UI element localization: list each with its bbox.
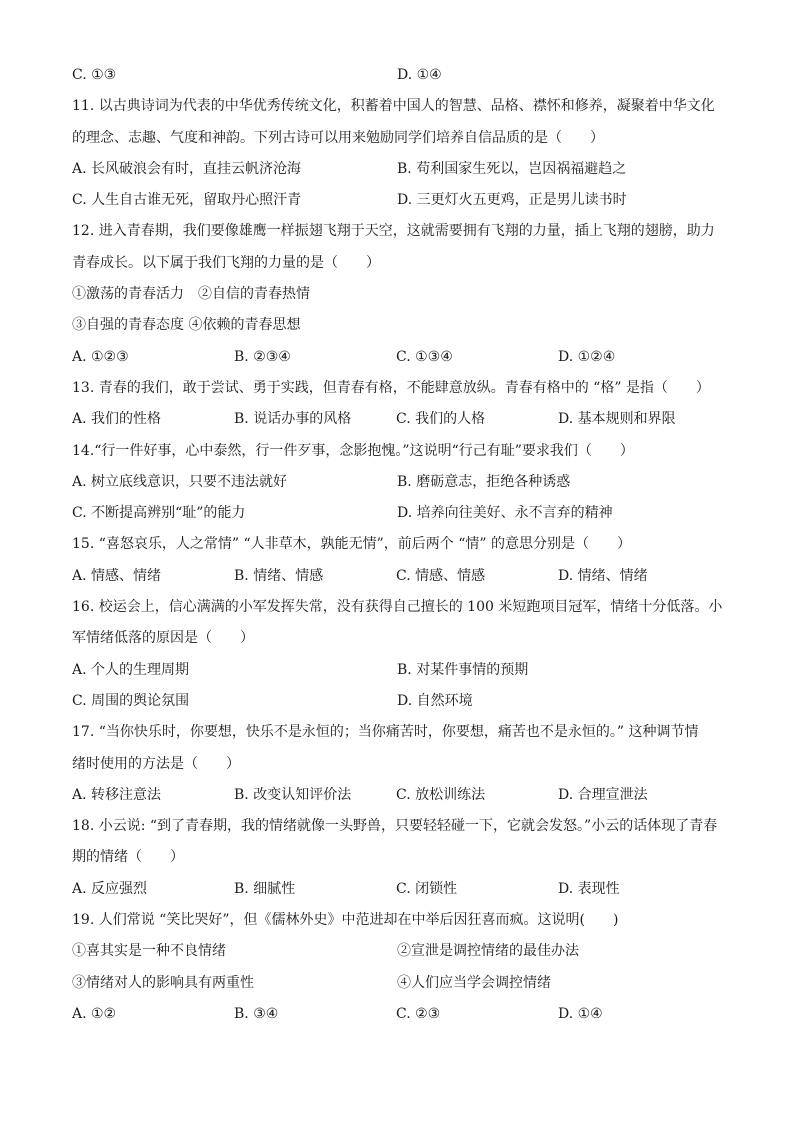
question-15 — [72, 533, 722, 596]
statements-row — [72, 972, 722, 1003]
question-text: 的理念、志趣、气度和神韵。下列古诗可以用来勉励同学们培养自信品质的是（ ） — [72, 129, 604, 146]
option-d[interactable]: D. 三更灯火五更鸡，正是男儿读书时 — [397, 192, 627, 209]
option-d[interactable]: D. 合理宣泄法 — [558, 786, 648, 803]
options-row — [72, 408, 722, 439]
question-18 — [72, 815, 722, 909]
option-c[interactable]: C. 我们的人格 — [396, 411, 486, 428]
option-c[interactable]: C. 人生自古谁无死，留取丹心照汗青 — [72, 192, 302, 209]
question-11 — [72, 95, 722, 220]
options-row — [72, 502, 722, 533]
option-c[interactable]: C. ①③ — [72, 67, 117, 83]
question-text: 12. 进入青春期，我们要像雄鹰一样振翅飞翔于天空，这就需要拥有飞翔的力量，插上飞翔的翅膀，助力 — [72, 223, 715, 240]
option-d[interactable]: D. ①②④ — [558, 348, 616, 365]
option-d[interactable]: D. 基本规则和界限 — [558, 411, 676, 428]
options-row — [72, 878, 722, 909]
option-d[interactable]: D. 情绪、情绪 — [558, 567, 648, 584]
q10-options — [72, 64, 722, 95]
statement: ③情绪对人的影响具有两重性 — [72, 974, 254, 991]
option-a[interactable]: A. 情感、情绪 — [72, 567, 162, 584]
question-text: 18. 小云说: “到了青春期，我的情绪就像一头野兽，只要轻轻碰一下，它就会发怒。”小云的话体现了青春 — [72, 818, 718, 835]
option-c[interactable]: C. 不断提高辨别“耻”的能力 — [72, 505, 246, 522]
option-a[interactable]: A. 个人的生理周期 — [72, 661, 190, 678]
option-a[interactable]: A. ①② — [72, 1005, 117, 1022]
options-row — [72, 189, 722, 220]
statements-row — [72, 940, 722, 971]
options-row — [72, 471, 722, 502]
option-b[interactable]: B. 说话办事的风格 — [234, 411, 352, 428]
option-b[interactable]: B. 苟利国家生死以，岂因祸福避趋之 — [397, 160, 627, 177]
options-row — [72, 659, 722, 690]
option-d[interactable]: D. 自然环境 — [397, 692, 473, 709]
exam-page — [72, 64, 722, 1034]
option-d[interactable]: D. 表现性 — [558, 880, 620, 897]
question-13 — [72, 377, 722, 440]
question-text: 青春成长。以下属于我们飞翔的力量的是（ ） — [72, 254, 380, 271]
option-b[interactable]: B. 改变认知评价法 — [234, 786, 352, 803]
option-a[interactable]: A. 树立底线意识，只要不违法就好 — [72, 473, 288, 490]
option-d[interactable]: D. 培养向往美好、永不言弃的精神 — [397, 505, 613, 522]
question-12 — [72, 220, 722, 376]
option-c[interactable]: C. ②③ — [396, 1005, 441, 1022]
question-16 — [72, 596, 722, 721]
question-text: 14.“行一件好事，心中泰然，行一件歹事，念影抱愧。”这说明“行己有耻”要求我们（ ） — [72, 442, 634, 459]
options-row — [72, 690, 722, 721]
statement: ②宣泄是调控情绪的最佳办法 — [397, 943, 579, 960]
option-b[interactable]: B. 对某件事情的预期 — [397, 661, 529, 678]
option-c[interactable]: C. ①③④ — [396, 348, 453, 365]
option-b[interactable]: B. ②③④ — [234, 348, 291, 365]
question-14 — [72, 440, 722, 534]
question-19 — [72, 909, 722, 1034]
statement: ④人们应当学会调控情绪 — [397, 974, 551, 991]
option-b[interactable]: B. 磨砺意志，拒绝各种诱惑 — [397, 473, 571, 490]
question-text: 11. 以古典诗词为代表的中华优秀传统文化，积蓄着中国人的智慧、品格、襟怀和修养，凝聚着中华文化 — [72, 98, 715, 115]
option-a[interactable]: A. 转移注意法 — [72, 786, 162, 803]
options-row — [72, 346, 722, 377]
question-text: 绪时使用的方法是（ ） — [72, 755, 240, 772]
option-a[interactable]: A. 反应强烈 — [72, 880, 148, 897]
options-row — [72, 565, 722, 596]
option-c[interactable]: C. 闭锁性 — [396, 880, 458, 897]
option-c[interactable]: C. 周围的舆论氛围 — [72, 692, 190, 709]
option-b[interactable]: B. 情绪、情感 — [234, 567, 324, 584]
question-text: 19. 人们常说 “笑比哭好”，但《儒林外史》中范进却在中举后因狂喜而疯。这说明( ) — [72, 912, 619, 929]
option-d[interactable]: D. ①④ — [558, 1005, 603, 1022]
option-d[interactable]: D. ①④ — [397, 67, 442, 83]
statement: ①激荡的青春活力 ②自信的青春热情 — [72, 286, 310, 303]
question-text: 军情绪低落的原因是（ ） — [72, 630, 254, 647]
option-c[interactable]: C. 情感、情感 — [396, 567, 486, 584]
options-row — [72, 158, 722, 189]
options-row — [72, 1003, 722, 1034]
option-b[interactable]: B. 细腻性 — [234, 880, 296, 897]
option-a[interactable]: A. 我们的性格 — [72, 411, 162, 428]
question-text: 期的情绪（ ） — [72, 849, 184, 866]
option-b[interactable]: B. ③④ — [234, 1005, 279, 1022]
options-row — [72, 784, 722, 815]
question-17 — [72, 721, 722, 815]
question-text: 16. 校运会上，信心满满的小军发挥失常，没有获得自己擅长的 100 米短跑项目冠军，情绪十分低落。小 — [72, 599, 723, 616]
question-text: 15. “喜怒哀乐，人之常情” “人非草木，孰能无情”，前后两个 “情” 的意思分别是（ ） — [72, 536, 632, 553]
option-a[interactable]: A. 长风破浪会有时，直挂云帆济沧海 — [72, 160, 302, 177]
statement: ③自强的青春态度 ④依赖的青春思想 — [72, 317, 301, 334]
question-text: 13. 青春的我们，敢于尝试、勇于实践，但青春有格，不能肆意放纵。青春有格中的 “格” 是指（ ） — [72, 379, 710, 396]
question-text: 17. “当你快乐时，你要想，快乐不是永恒的；当你痛苦时，你要想，痛苦也不是永恒的。” 这种调节情 — [72, 724, 699, 741]
option-a[interactable]: A. ①②③ — [72, 348, 129, 365]
option-c[interactable]: C. 放松训练法 — [396, 786, 486, 803]
statement: ①喜其实是一种不良情绪 — [72, 943, 226, 960]
